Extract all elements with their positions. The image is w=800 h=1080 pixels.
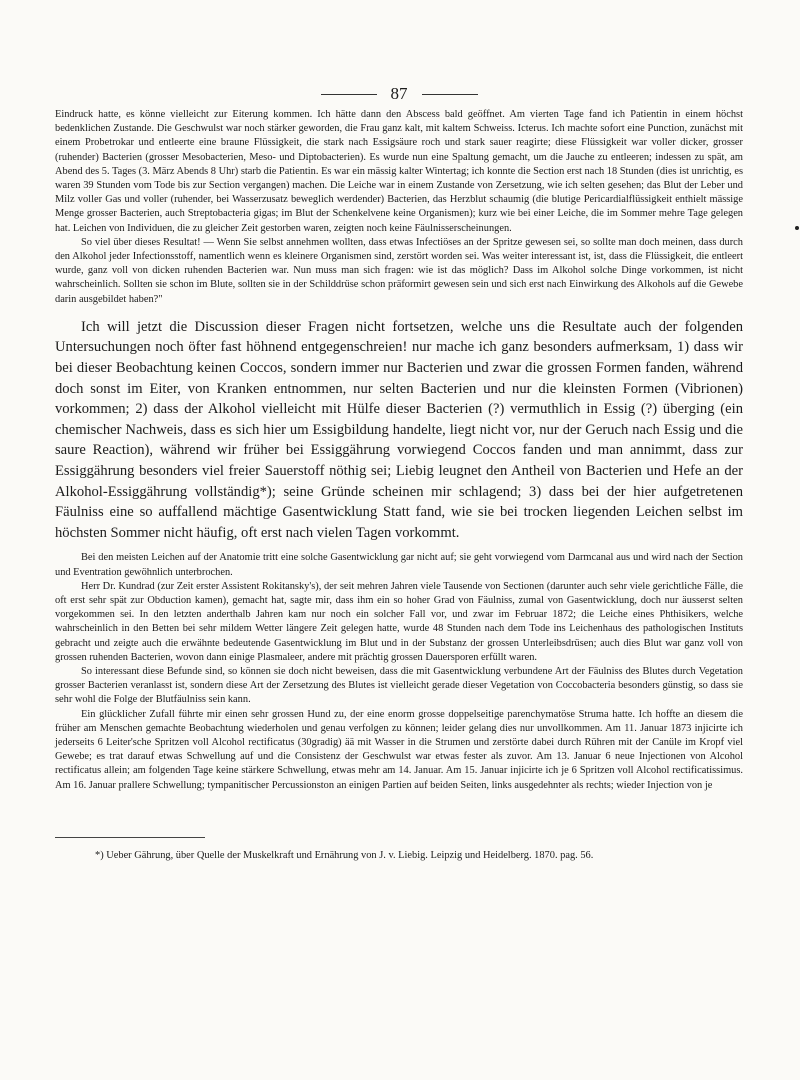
header-rule-left [321, 94, 377, 95]
margin-mark [795, 226, 799, 230]
page-number: 87 [390, 84, 408, 103]
footnote: *) Ueber Gährung, über Quelle der Muskelkraft und Ernährung von J. v. Liebig. Leipzig und Heidelberg. 1870. pag. 56. [95, 849, 594, 861]
footnote-rule [55, 837, 205, 838]
main-paragraph: Ich will jetzt die Discussion dieser Fragen nicht fortsetzen, welche uns die Resultate auch der folgenden Untersuchungen noch öfter fast höhnend entgegenschreien! nur mache ich ganz besonders aufmerksam, 1) dass wir bei dieser Beobachtung keinen Coccos, sondern immer nur Bacterien und zwar die grossen Formen fanden, während doch sonst im Eiter, von Kranken entnommen, nur selten Bacterien und nur die kleinsten Formen (Vibrionen) vorkommen; 2) dass der Alkohol vielleicht mit Hülfe dieser Bacterien (?) vermuthlich in Essig (?) überging (ein chemischer Nachweis, dass es sich hier um Essigbildung handelte, liegt nicht vor, nur der Geruch nach Essig und die saure Reaction), während wir früher bei Essiggährung vorwiegend Coccos fanden und man annimmt, dass zur Essiggährung besonders viel freier Sauerstoff nöthig sei; Liebig leugnet den Antheil von Bacterien und Hefe an der Alkohol-Essiggährung vollständig*); seine Gründe scheinen mir schlagend; 3) dass bei der hier aufgetretenen Fäulniss eine so auffallend mächtige Gasentwicklung Statt fand, wie sie bei trocken liegenden Leichen selbst im höchsten Sommer nicht häufig, oft erst nach vielen Tagen vorkommt. [55, 318, 743, 541]
quote-paragraph-1: Eindruck hatte, es könne vielleicht zur Eiterung kommen. Ich hätte dann den Abscess bald geöffnet. Am vierten Tage fand ich Patientin in einem höchst bedenklichen Zustande. Die Geschwulst war noch stärker geworden, die Frau ganz kalt, mit kaltem Schweiss. Icterus. Ich machte sofort eine Punction, zunächst mit einem Probetrokar und entleerte eine braune Flüssigkeit, die stark nach Essigsäure roch und stark sauer reagirte; diese Flüssigkeit war voller dicker, grosser (ruhender) Bacterien (grosser Mesobacterien, Meso- und Diptobacterien). Es wurde nun eine Spaltung gemacht, um die Jauche zu entleeren; indessen zu spät, am Abend des 5. Tages (3. März Abends 8 Uhr) starb die Patientin. Es war ein mässig kalter Wintertag; ich konnte die Section erst nach 18 Stunden (dies ist unrichtig, es waren 39 Stunden vom Tode bis zur Section vergangen) machen. Die Leiche war in einem Zustande von Zersetzung, wie ich selten gesehen; das Blut der Leber und Milz voller Gas und voller (ruhender, bei Wasserzusatz beweglich werdender) Bacterien, das Herzblut schaumig (die blutige Pericardialflüssigkeit enthielt mässige Menge grosser Bacterien, auch Streptobacteria gigas; im Blut der Schenkelvene keine Organismen); kurz wie bei einer Leiche, die im Sommer mehre Tage gelegen hat. Leichen von Individuen, die zu gleicher Zeit gestorben waren, zeigten noch keine Fäulnisserscheinungen. [55, 109, 743, 234]
body-paragraph-4: Ein glücklicher Zufall führte mir einen sehr grossen Hund zu, der eine enorm grosse doppelseitige parenchymatöse Struma hatte. Ich hoffte an diesem die früher am Menschen gemachte Beobachtung wiederholen und genau verfolgen zu können; leider gelang dies nur unvollkommen. Am 11. Januar 1873 injicirte ich jederseits 6 Leiter'sche Spritzen voll Alcohol rectificatus (30gradig) ää mit Wasser in die Strumen und zerstörte dabei durch Rühren mit der Canüle im Kropf viel Gewebe; es trat darauf etwas Schwellung auf und die Consistenz der Geschwulst war etwas fester als zuvor. Am 13. Januar 6 neue Injectionen von Alcohol rectificatus allein; am folgenden Tage keine stärkere Schwellung, etwas mehr am 14. Januar. Am 15. Januar injicirte ich je 6 Spritzen voll Alcohol rectificatissimus. Am 16. Januar prallere Schwellung; tympanitischer Percussionston an einigen Partien auf beiden Seiten, links ausgedehnter als rechts; wieder Injection von je [55, 708, 743, 791]
body-paragraph-3: So interessant diese Befunde sind, so können sie doch nicht beweisen, dass die mit Gasentwicklung verbundene Art der Fäulniss des Blutes durch Vegetation grosser Bacterien veranlasst ist, sondern diese Art der Zersetzung des Blutes ist vielleicht gerade dieser Vegetation von Coccobacteria besonders günstig, so dass sie sehr wohl die Folge der Blutfäulniss sein kann. [55, 666, 743, 706]
body-paragraph-1: Bei den meisten Leichen auf der Anatomie tritt eine solche Gasentwicklung gar nicht auf; sie geht vorwiegend vom Darmcanal aus und wird nach der Section und Eventration gewöhnlich unterbrochen. [55, 552, 743, 578]
page [55, 80, 743, 863]
header-rule-right [422, 94, 478, 95]
body-paragraph-2: Herr Dr. Kundrad (zur Zeit erster Assistent Rokitansky's), der seit mehren Jahren viele Tausende von Sectionen (darunter auch sehr viele gerichtliche Fälle, die oft erst sehr spät zur Obduction kamen), gemacht hat, sagte mir, dass ihm ein so hoher Grad von Fäulniss, zumal von Gasentwicklung, doch nur äusserst selten vorgekommen sei. In den letzten anderthalb Jahren kam nur noch ein solcher Fall vor, und zwar im Februar 1872; die Leiche eines Phthisikers, welche wahrscheinlich in den Betten bei sehr mildem Wetter längere Zeit gelegen hatte, wurde 48 Stunden nach dem Tode ins Leichenhaus des pathologischen Instituts gebracht und zeigte auch die erwähnte bedeutende Gasentwicklung im Blut und in der Substanz der grossen Unterleibsdrüsen; auch dies Blut war ganz voll von grossen ruhenden Bacterien, wovon dann einige Plasmaleer, andere mit prächtig grossen Dauersporen erfüllt waren. [55, 580, 743, 663]
page-header [55, 80, 743, 108]
quote-paragraph-2: So viel über dieses Resultat! — Wenn Sie selbst annehmen wollten, dass etwas Infectiöses an der Spritze gewesen sei, so sollte man doch meinen, dass durch den Alkohol jeder Infectionsstoff, namentlich wenn es kleinere Organismen sind, zerstört worden sei. Was weiter interessant ist, ist, dass die Flüssigkeit, die entleert wurde, ganz voll von dicken ruhenden Bacterien war. Nun muss man sich fragen: wie ist das möglich? Dass im Alkohol solche Dinge vorkommen, ist nicht wahrscheinlich. Sollten sie schon im Blute, sollten sie in der Schilddrüse schon präformirt gewesen sein und sich erst nach Einwirkung des Alkohols auf die Gewebe darin ausgebildet haben?" [55, 236, 743, 305]
